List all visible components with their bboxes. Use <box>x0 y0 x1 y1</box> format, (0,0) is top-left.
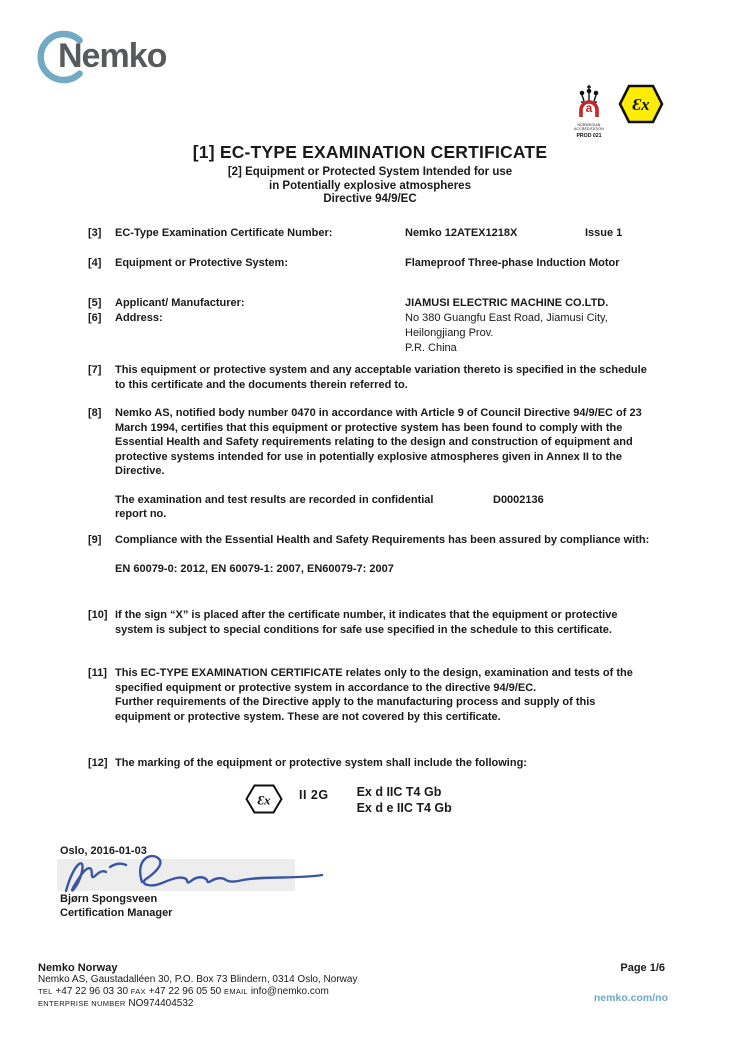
accreditation-prod-number: PROD 021 <box>576 132 602 139</box>
field-certificate-number <box>88 226 622 241</box>
place-and-date: Oslo, 2016-01-03 <box>60 845 147 857</box>
atex-ex-mark <box>618 84 664 129</box>
item-number: [10] <box>88 609 108 621</box>
signer-role: Certification Manager <box>60 907 173 919</box>
field-address <box>88 311 608 356</box>
footer-company-block <box>38 962 357 1010</box>
report-statement-continued: report no. <box>115 508 167 520</box>
title-block <box>0 142 740 207</box>
field-equipment <box>88 256 620 271</box>
fax-label: FAX <box>130 987 146 996</box>
item-number: [9] <box>88 534 102 546</box>
subtitle-line-1: [2] Equipment or Protected System Intended for use <box>227 166 513 178</box>
website-link[interactable]: nemko.com/no <box>593 992 668 1004</box>
marking-block <box>245 784 655 819</box>
field-label: Address: <box>115 312 163 324</box>
paragraph-text-part1: This EC-TYPE EXAMINATION CERTIFICATE relates only to the design, examination and tests of the specified equipment or protective system in accordance to the directive 94/9/EC. <box>115 667 633 694</box>
footer-address: Nemko AS, Gaustadalléen 30, P.O. Box 73 Blindern, 0314 Oslo, Norway <box>38 974 358 985</box>
paragraph-text: This equipment or protective system and any acceptable variation thereto is specified in the schedule to this certificate and the documents therein referred to. <box>115 364 647 391</box>
address-line-1: No 380 Guangfu East Road, Jiamusi City, <box>405 312 608 324</box>
item-number: [3] <box>88 227 102 239</box>
subtitle-line-2: in Potentially explosive atmospheres <box>269 179 471 192</box>
field-label: Applicant/ Manufacturer: <box>115 297 245 309</box>
marking-line-1: Ex d IIC T4 Gb <box>356 784 442 799</box>
item-number: [6] <box>88 312 102 324</box>
paragraph-11 <box>88 666 655 724</box>
ex-hexagon-icon <box>245 784 283 819</box>
email-label: EMAIL <box>224 987 249 996</box>
footer-enterprise <box>38 998 357 1010</box>
paragraph-10 <box>88 608 655 637</box>
paragraph-text: Nemko AS, notified body number 0470 in accordance with Article 9 of Council Directive 94/9/EC of 23 March 1994, certifies that this equipment or protective system has been found to comply with the Essential Health and Safety requirements relating to the design and construction of equipment and protective systems intended for use in potentially explosive atmospheres given in Annex II to the Directive. <box>115 407 642 477</box>
field-label: Equipment or Protective System: <box>115 257 288 269</box>
footer-contact <box>38 986 357 998</box>
item-number: [12] <box>88 757 108 769</box>
report-number: D0002136 <box>493 493 544 506</box>
item-number: [11] <box>88 667 107 679</box>
report-statement: The examination and test results are recorded in confidential <box>115 493 434 506</box>
field-label: EC-Type Examination Certificate Number: <box>115 227 333 239</box>
signer-name: Bjørn Spongsveen <box>60 893 158 905</box>
accreditation-text-line2: ACCREDITATION <box>574 126 604 131</box>
item-number: [8] <box>88 407 102 419</box>
certificate-number-value: Nemko 12ATEX1218X <box>405 227 518 239</box>
email-address: info@nemko.com <box>250 986 329 997</box>
paragraph-text: If the sign “X” is placed after the certificate number, it indicates that the equipment or protective system is subject to special conditions for safe use specified in the schedule to this certificate. <box>115 609 618 636</box>
certification-marks <box>569 84 664 139</box>
certificate-title: [1] EC-TYPE EXAMINATION CERTIFICATE <box>192 142 548 162</box>
nemko-logo <box>34 28 194 86</box>
address-line-2: Heilongjiang Prov. <box>405 327 494 339</box>
subtitle-line-3: Directive 94/9/EC <box>323 193 417 205</box>
paragraph-text-part2: Further requirements of the Directive apply to the manufacturing process and supply of this equipment or protective system. These are not covered by this certificate. <box>115 696 596 723</box>
paragraph-text: Compliance with the Essential Health and Safety Requirements has been assured by compliance with: <box>115 534 650 546</box>
nemko-logo-text: Nemko <box>58 37 167 75</box>
paragraph-9 <box>88 533 655 576</box>
paragraph-12 <box>88 756 655 818</box>
item-number: [4] <box>88 257 102 269</box>
item-number: [5] <box>88 297 102 309</box>
svg-text:Ɛx: Ɛx <box>257 792 271 807</box>
tel-number: +47 22 96 03 30 <box>55 986 129 997</box>
enterprise-number: NO974404532 <box>128 998 194 1009</box>
norwegian-accreditation-mark <box>569 84 609 139</box>
accreditation-letter: a <box>585 101 593 115</box>
page-indicator: Page 1/6 <box>620 962 665 974</box>
accreditation-text-line1: NORWEGIAN <box>577 123 601 127</box>
item-number: [7] <box>88 364 102 376</box>
paragraph-8 <box>88 406 655 522</box>
svg-text:Ɛx: Ɛx <box>632 95 650 114</box>
address-line-3: P.R. China <box>405 342 457 354</box>
footer-company-name: Nemko Norway <box>38 962 118 974</box>
issue-number: Issue 1 <box>585 227 623 239</box>
standards-list: EN 60079-0: 2012, EN 60079-1: 2007, EN60079-7: 2007 <box>115 562 394 575</box>
tel-label: TEL <box>38 987 53 996</box>
marking-group-code: II 2G <box>299 787 329 802</box>
paragraph-text: The marking of the equipment or protective system shall include the following: <box>115 757 527 769</box>
fax-number: +47 22 96 05 50 <box>148 986 222 997</box>
marking-line-2: Ex d e IIC T4 Gb <box>356 800 452 815</box>
paragraph-7 <box>88 363 655 392</box>
applicant-value: JIAMUSI ELECTRIC MACHINE CO.LTD. <box>405 297 609 309</box>
field-applicant <box>88 296 608 311</box>
equipment-value: Flameproof Three-phase Induction Motor <box>405 257 620 269</box>
enterprise-label: ENTERPRISE NUMBER <box>38 999 126 1008</box>
